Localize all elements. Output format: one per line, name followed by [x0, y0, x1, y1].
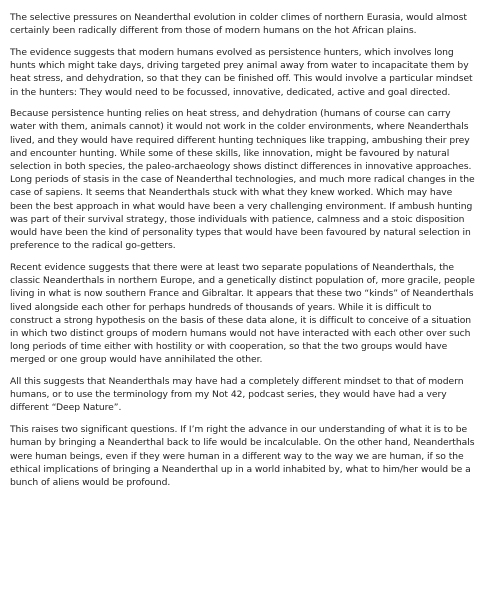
paragraph-ethical-questions: This raises two significant questions. If I’m right the advance in our understanding of what it is to be human by bringing a Neanderthal back to life would be incalculable. On the other hand, Neanderthals were human beings, even if they were human in a different way to the way we are human, if so the ethical implications of bringing a Neanderthal up in a world inhabited by, what to him/her would be a bunch of aliens would be profound.	[10, 424, 475, 488]
paragraph-persistence-hunters: The evidence suggests that modern humans evolved as persistence hunters, which involves long hunts which might take days, driving targeted prey animal away from water to incapacitate them by heat stress, and dehydration, so that they can be finished off. This would involve a particular mindset in the hunters: They would need to be focussed, innovative, dedicated, active and goal directed.	[10, 46, 473, 98]
paragraph-deep-nature: All this suggests that Neanderthals may have had a completely different mindset to that of modern humans, or to use the terminology from my Not 42, podcast series, they would have had a very different “Deep Nature”.	[10, 376, 464, 414]
paragraph-selective-pressures: The selective pressures on Neanderthal evolution in colder climes of northern Eurasia, would almost certainly been radically different from those of modern humans on the hot African plains.	[10, 12, 467, 37]
document-body	[10, 11, 476, 498]
paragraph-two-populations: Recent evidence suggests that there were at least two separate populations of Neanderthals, the classic Neanderthals in northern Europe, and a genetically distinct population of, more gracile, people living in what is now southern France and Gibraltar. It appears that these two “kinds” of Neanderthals lived alongside each other for perhaps hundreds of thousands of years. While it is difficult to construct a strong hypothesis on the basis of these data alone, it is difficult to conceive of a situation in which two distinct groups of modern humans would not have interacted with each other over such long periods of time either with hostility or with cooperation, so that the two groups would have merged or one group would have annihilated the other.	[10, 261, 475, 366]
paragraph-hunting-techniques: Because persistence hunting relies on heat stress, and dehydration (humans of course can carry water with them, animals cannot) it would not work in the colder environments, where Neanderthals lived, and they would have required different hunting techniques like trapping, ambushing their prey and encounter hunting. While some of these skills, like innovation, might be favoured by natural selection in both species, the paleo-archaeology shows distinct differences in innovative approaches. Long periods of stasis in the case of Neanderthal technologies, and much more radical changes in the case of sapiens. It seems that Neanderthals stuck with what they knew worked. Which may have been the best approach in what would have been a very challenging environment. If ambush hunting was part of their survival strategy, those individuals with patience, calmness and a stoic disposition would have been the kind of personality types that would have been favoured by natural selection in preference to the radical go-getters.	[10, 108, 475, 252]
